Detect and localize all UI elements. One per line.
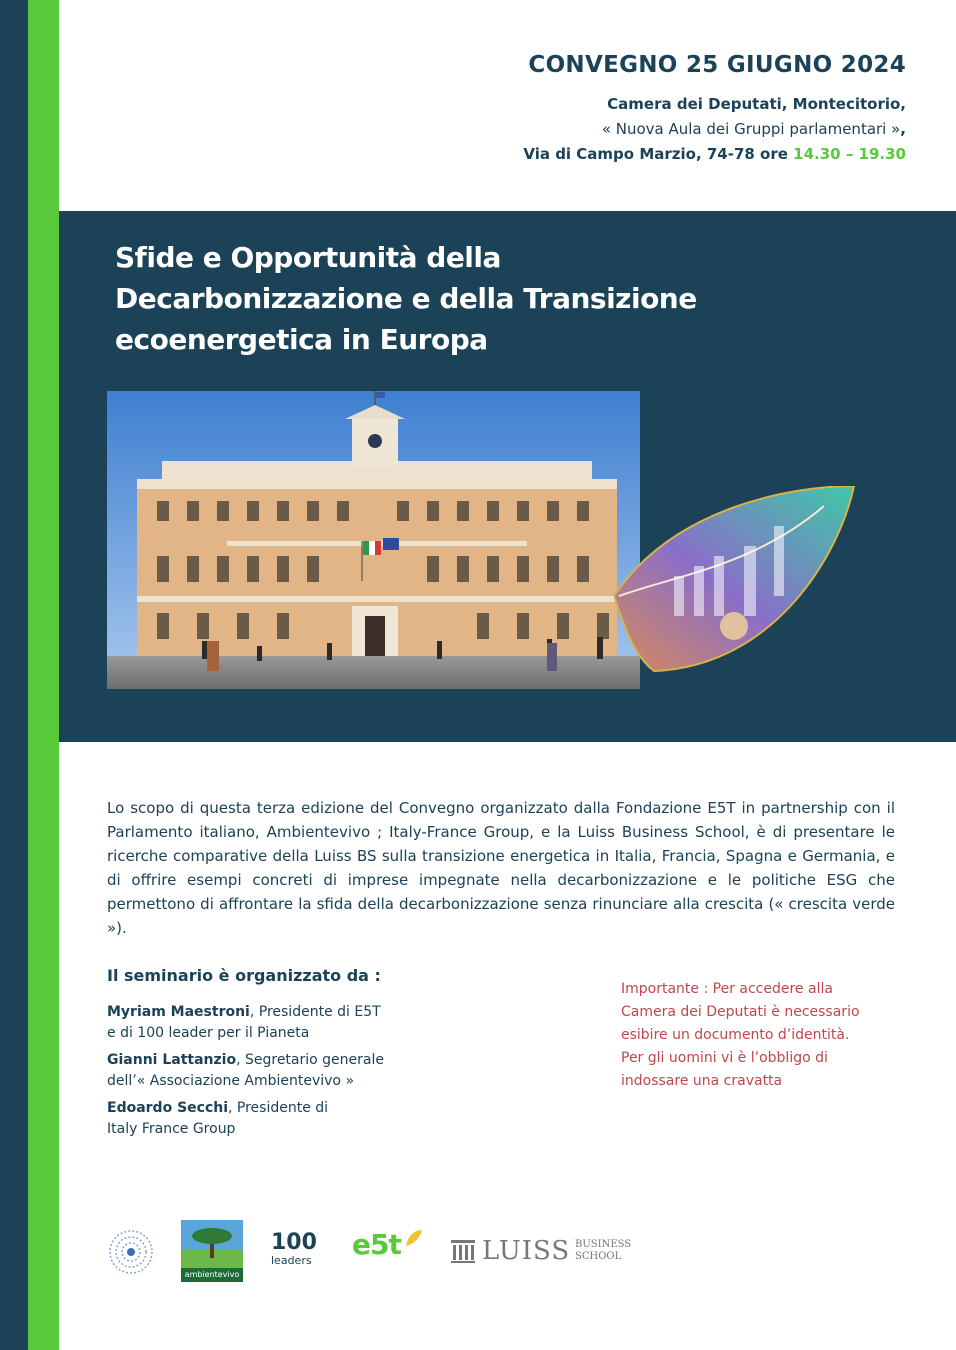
luiss-subtitle-line-2: SCHOOL	[575, 1251, 622, 1262]
organizer-item	[107, 1002, 437, 1044]
notice-line-5: indossare una cravatta	[621, 1073, 783, 1089]
partner-logos	[107, 1218, 667, 1284]
luiss-business-school-logo	[450, 1236, 650, 1270]
italy-france-group-logo	[107, 1228, 155, 1276]
ambientevivo-text: ambientevivo	[184, 1270, 240, 1279]
organizers-heading: Il seminario è organizzato da :	[107, 966, 381, 985]
ambientevivo-logo	[181, 1220, 243, 1282]
organizers-list	[107, 1002, 437, 1146]
decorative-leaf-illustration	[614, 486, 864, 686]
luiss-subtitle	[575, 1239, 631, 1263]
venue-line-2	[523, 117, 906, 142]
event-time: 14.30 – 19.30	[793, 145, 906, 163]
organizer-role: , Presidente di E5T	[249, 1004, 381, 1020]
organizer-name: Myriam Maestroni	[107, 1004, 250, 1020]
luiss-subtitle-line-1: BUSINESS	[575, 1239, 632, 1250]
intro-paragraph: Lo scopo di questa terza edizione del Convegno organizzato dalla Fondazione E5T in partnership con il Parlamento italiano, Ambientevivo ; Italy-France Group, e la Luiss Business School, è di presentare le ricerche comparative della Luiss BS sulla transizione energetica in Italia, Francia, Spagna e Germania, e di offrire esempi concreti di imprese impegnate nella decarbonizzazione e le politiche ESG che permettono di affrontare la sfida della decarbonizzazione senza rinunciare alla crescita (« crescita verde »).	[107, 799, 895, 937]
organizer-name: Gianni Lattanzio	[107, 1052, 237, 1068]
conference-title-line-3: ecoenergetica in Europa	[115, 323, 488, 356]
conference-title	[115, 237, 795, 360]
conference-title-line-1: Sfide e Opportunità della	[115, 241, 501, 274]
100-leaders-logo	[271, 1232, 331, 1276]
notice-line-2: Camera dei Deputati è necessario	[621, 1004, 860, 1020]
luiss-wordmark: LUISS	[482, 1236, 571, 1266]
luiss-column-icon	[450, 1238, 476, 1264]
organizer-role-continued: e di 100 leader per il Pianeta	[107, 1025, 310, 1041]
conference-title-line-2: Decarbonizzazione e della Transizione	[115, 282, 697, 315]
organizer-role-continued: Italy France Group	[107, 1121, 236, 1137]
notice-line-4: Per gli uomini vi è l’obbligo di	[621, 1050, 828, 1066]
100-leaders-word: leaders	[271, 1254, 312, 1267]
venue-address: Via di Campo Marzio, 74-78 ore	[523, 145, 794, 163]
venue-line-3	[523, 142, 906, 167]
notice-line-1: Importante : Per accedere alla	[621, 981, 833, 997]
e5t-wordmark: e5t	[352, 1228, 401, 1261]
organizer-role: , Segretario generale	[236, 1052, 384, 1068]
e5t-leaf-icon	[404, 1228, 424, 1248]
notice-line-3: esibire un documento d’identità.	[621, 1027, 850, 1043]
100-leaders-number: 100	[271, 1230, 317, 1255]
venue-room: « Nuova Aula dei Gruppi parlamentari »	[601, 120, 901, 138]
left-stripe-green	[28, 0, 59, 1350]
organizer-name: Edoardo Secchi	[107, 1100, 229, 1116]
venue-line-1: Camera dei Deputati, Montecitorio,	[607, 95, 906, 113]
organizer-item	[107, 1050, 437, 1092]
venue-details	[523, 92, 906, 167]
montecitorio-photo	[107, 391, 640, 689]
important-notice	[621, 978, 921, 1093]
organizer-role-continued: dell’« Associazione Ambientevivo »	[107, 1073, 355, 1089]
organizer-role: , Presidente di	[228, 1100, 329, 1116]
event-title: CONVEGNO 25 GIUGNO 2024	[528, 52, 906, 78]
event-header	[523, 52, 906, 167]
venue-comma: ,	[900, 120, 906, 138]
e5t-logo	[352, 1228, 427, 1272]
left-stripe-navy	[0, 0, 28, 1350]
title-banner	[59, 211, 956, 742]
organizer-item	[107, 1098, 437, 1140]
